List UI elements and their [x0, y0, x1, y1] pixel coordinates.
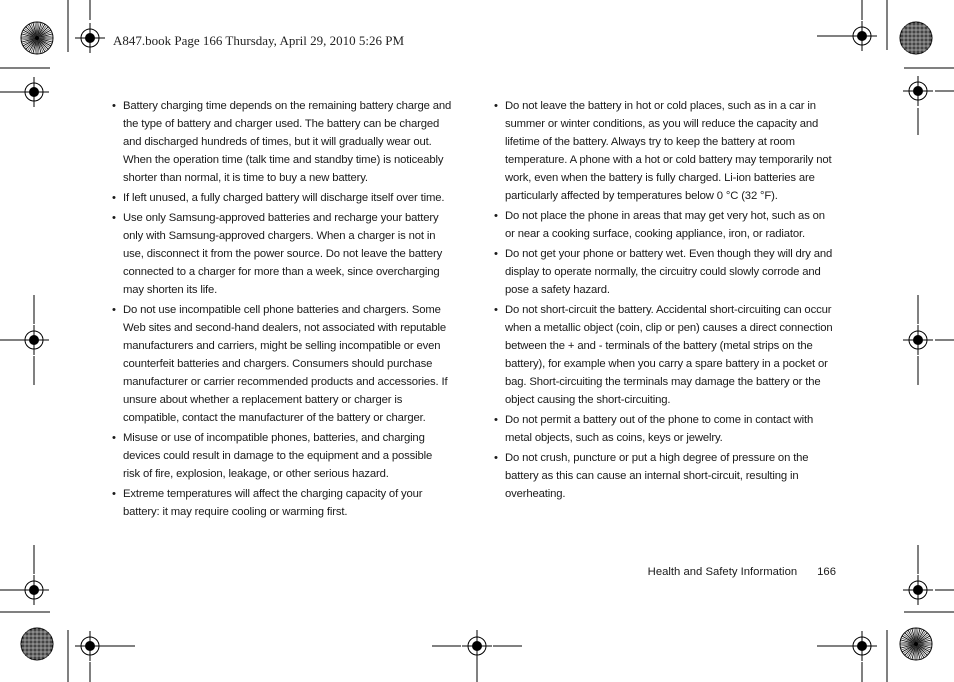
list-item-text: If left unused, a fully charged battery will discharge itself over time.: [123, 192, 445, 204]
left-column: [112, 97, 452, 523]
footer-section-title: Health and Safety Information: [647, 566, 798, 578]
list-item-text: Use only Samsung-approved batteries and recharge your battery only with Samsung-approved chargers. When a charger is not in use, disconnect it from the power source. Do not leave the battery connected to a charger for more than a week, since overcharging may shorten its life.: [123, 212, 443, 296]
list-item: [494, 449, 834, 503]
list-item-text: Do not use incompatible cell phone batteries and chargers. Some Web sites and second-hand dealers, not associated with reputable manufacturers and carriers, might be selling incompatible or even counterfeit batteries and chargers. Consumers should purchase manufacturer or carrier recommended products and accessories. If unsure about whether a replacement battery or charger is compatible, contact the manufacturer of the battery or charger.: [123, 304, 448, 424]
list-item-text: Do not short-circuit the battery. Accidental short-circuiting can occur when a metallic object (coin, clip or pen) causes a direct connection between the + and - terminals of the battery (metal strips on the battery), for example when you carry a spare battery in a pocket or bag. Short-circuiting the terminals may damage the battery or the object causing the short-circuiting.: [505, 304, 833, 406]
list-item-text: Misuse or use of incompatible phones, batteries, and charging devices could result in damage to the equipment and a possible risk of fire, explosion, leakage, or other serious hazard.: [123, 432, 433, 480]
bullet-glyph: •: [112, 488, 116, 500]
left-bullet-list: [112, 97, 452, 521]
list-item: [112, 485, 452, 521]
list-item-text: Do not crush, puncture or put a high degree of pressure on the battery as this can cause an internal short-circuit, resulting in overheating.: [505, 452, 809, 500]
list-item: [112, 429, 452, 483]
list-item: [494, 301, 834, 409]
bullet-glyph: •: [112, 192, 116, 204]
starburst-center: [35, 36, 39, 40]
right-column: [494, 97, 834, 505]
bullet-glyph: •: [494, 414, 498, 426]
list-item: [112, 189, 452, 207]
bullet-glyph: •: [112, 432, 116, 444]
bullet-glyph: •: [494, 304, 498, 316]
list-item-text: Battery charging time depends on the remaining battery charge and the type of battery and charger used. The battery can be charged and discharged hundreds of times, but it will gradually wear out. When the operation time (talk time and standby time) is noticeably shorter than normal, it is time to buy a new battery.: [123, 100, 452, 184]
bullet-glyph: •: [112, 100, 116, 112]
list-item: [494, 97, 834, 205]
list-item: [112, 209, 452, 299]
list-item: [494, 245, 834, 299]
starburst-center: [914, 642, 918, 646]
list-item-text: Do not leave the battery in hot or cold places, such as in a car in summer or winter conditions, as you will reduce the capacity and lifetime of the battery. Always try to keep the battery at room temperature. A phone with a hot or cold battery may temporarily not work, even when the battery is fully charged. Li-ion batteries are particularly affected by temperatures below 0 °C (32 °F).: [505, 100, 832, 202]
bullet-glyph: •: [494, 210, 498, 222]
list-item: [494, 411, 834, 447]
bullet-glyph: •: [112, 304, 116, 316]
list-item-text: Do not permit a battery out of the phone to come in contact with metal objects, such as coins, keys or jewelry.: [505, 414, 814, 444]
list-item: [494, 207, 834, 243]
list-item: [112, 301, 452, 427]
bullet-glyph: •: [112, 212, 116, 224]
bullet-glyph: •: [494, 100, 498, 112]
list-item: [112, 97, 452, 187]
list-item-text: Do not get your phone or battery wet. Even though they will dry and display to operate normally, the circuitry could slowly corrode and pose a safety hazard.: [505, 248, 833, 296]
list-item-text: Extreme temperatures will affect the charging capacity of your battery: it may require cooling or warming first.: [123, 488, 423, 518]
bullet-glyph: •: [494, 452, 498, 464]
page-footer: [648, 566, 836, 578]
right-bullet-list: [494, 97, 834, 503]
page-number: 166: [817, 566, 836, 578]
list-item-text: Do not place the phone in areas that may get very hot, such as on or near a cooking surface, cooking appliance, iron, or radiator.: [505, 210, 825, 240]
print-header: A847.book Page 166 Thursday, April 29, 2010 5:26 PM: [113, 33, 405, 48]
bullet-glyph: •: [494, 248, 498, 260]
